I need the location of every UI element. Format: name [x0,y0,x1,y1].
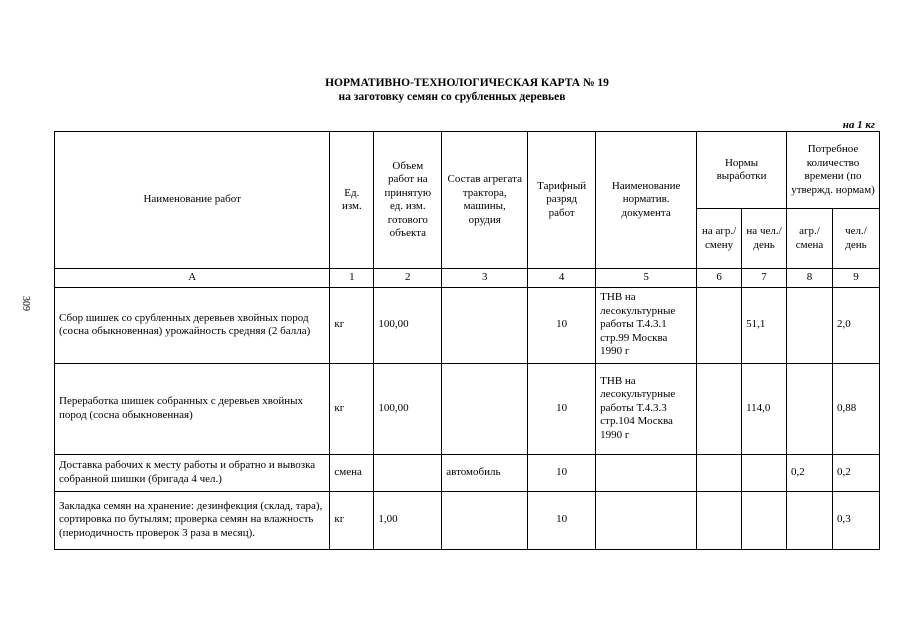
work-norm-man: 51,1 [742,287,787,363]
work-volume [374,454,442,491]
col-num: 2 [374,269,442,288]
work-name: Сбор шишек со срубленных деревьев хвойных пород (сосна обыкновенная) урожайность средняя (2 балла) [55,287,330,363]
table-row [55,363,880,454]
work-norm-agr [697,491,742,549]
work-document: ТНВ на лесокультурные работы Т.4.3.3 стр.104 Москва 1990 г [596,363,697,454]
table-row [55,491,880,549]
document-title [0,76,904,104]
work-norm-man [742,491,787,549]
header-norms: Нормы выработки [697,132,787,209]
table-row [55,287,880,363]
header-time-man: чел./ день [832,209,879,269]
work-norm-agr [697,454,742,491]
column-number-row [55,269,880,288]
header-norm-man: на чел./ день [742,209,787,269]
work-time-agr: 0,2 [787,454,833,491]
work-grade: 10 [528,491,596,549]
work-grade: 10 [528,363,596,454]
work-unit: смена [330,454,374,491]
header-document: Наименование норматив. документа [596,132,697,269]
header-grade: Тарифный разряд работ [528,132,596,269]
header-time-agr: агр./ смена [787,209,833,269]
col-num: 7 [742,269,787,288]
col-num: 8 [787,269,833,288]
work-time-agr [787,491,833,549]
work-name: Переработка шишек собранных с деревьев хвойных пород (сосна обыкновенная) [55,363,330,454]
work-time-agr [787,287,833,363]
unit-note: на 1 кг [842,119,875,131]
work-volume: 100,00 [374,287,442,363]
header-norm-agr: на агр./ смену [697,209,742,269]
title-line-1: НОРМАТИВНО-ТЕХНОЛОГИЧЕСКАЯ КАРТА № 19 [325,77,609,89]
col-num: 1 [330,269,374,288]
col-num: 6 [697,269,742,288]
work-norm-agr [697,287,742,363]
work-name: Закладка семян на хранение: дезинфекция (склад, тара), сортировка по бутылям; проверка семян на влажность (периодичность проверок 3 раза в месяц). [55,491,330,549]
work-composition [442,491,528,549]
header-name: Наименование работ [55,132,330,269]
work-composition: автомобиль [442,454,528,491]
work-name: Доставка рабочих к месту работы и обратно и вывозка собранной шишки (бригада 4 чел.) [55,454,330,491]
header-volume: Объем работ на принятую ед. изм. готового объекта [374,132,442,269]
work-composition [442,363,528,454]
header-composition: Состав агрегата трактора, машины, орудия [442,132,528,269]
col-num: 4 [528,269,596,288]
work-norm-man [742,454,787,491]
norms-table [54,131,880,550]
header-unit: Ед. изм. [330,132,374,269]
work-norm-man: 114,0 [742,363,787,454]
work-grade: 10 [528,454,596,491]
work-unit: кг [330,491,374,549]
work-norm-agr [697,363,742,454]
work-time-man: 0,3 [832,491,879,549]
work-document [596,491,697,549]
work-time-man: 0,2 [832,454,879,491]
work-time-agr [787,363,833,454]
work-composition [442,287,528,363]
table-row [55,454,880,491]
work-unit: кг [330,363,374,454]
work-time-man: 2,0 [832,287,879,363]
page-number: 309 [20,296,31,311]
work-volume: 1,00 [374,491,442,549]
title-line-2: на заготовку семян со срубленных деревьев [338,91,566,103]
work-document: ТНВ на лесокультурные работы Т.4.3.1 стр.99 Москва 1990 г [596,287,697,363]
work-grade: 10 [528,287,596,363]
header-row-1 [55,132,880,209]
col-num: А [55,269,330,288]
col-num: 3 [442,269,528,288]
work-volume: 100,00 [374,363,442,454]
work-unit: кг [330,287,374,363]
work-document [596,454,697,491]
col-num: 9 [832,269,879,288]
header-time: Потребное количество времени (по утвержд. нормам) [787,132,880,209]
work-time-man: 0,88 [832,363,879,454]
col-num: 5 [596,269,697,288]
